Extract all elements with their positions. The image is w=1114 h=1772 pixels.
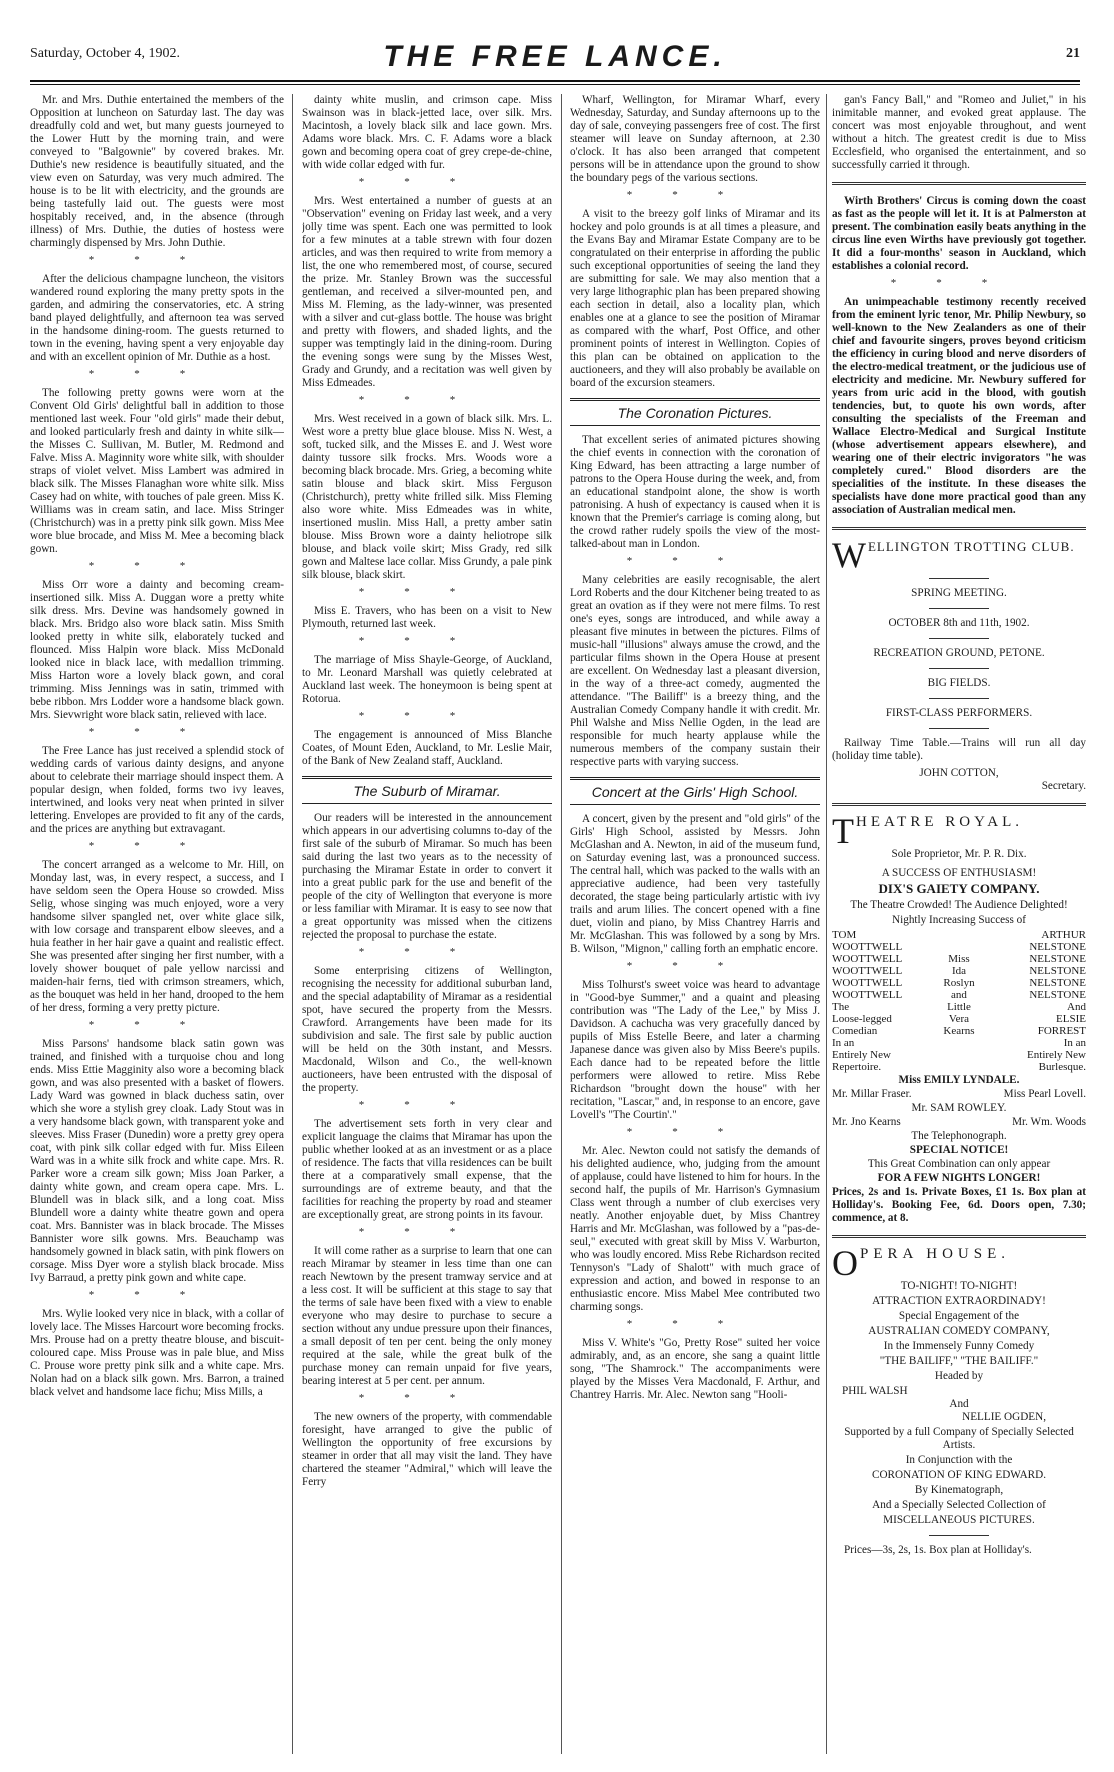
paragraph: Mrs. West entertained a number of guests at an "Observation" evening on Friday last week, and a very jolly time was spent. Each one was permitted to look for a few minutes at a table strewn with four dozen articles, and was then required to write from memory a list, the one who remembered most, of course, secured the prize. Mr. Stanley Brown was the successful gentleman, and received a silver-mounted pen, and Miss M. Fleming, as the lady-winner, was presented with a silver and cut-glass bottle. The house was bright and pretty with flowers, and shaded lights, and the supper was temptingly laid in the dining-room. During the evening songs were sung by the Misses West, Grady and Grundy, and a recitation was well given by Miss Edmeades. [302, 195, 552, 389]
page-header [30, 40, 1080, 76]
paragraph: The Free Lance has just received a splendid stock of wedding cards of various dainty designs, and anyone about to celebrate their marriage should inspect them. A popular design, when folded, forms two ivy leaves, intertwined, and looks very neat when printed in silver lettering. Envelopes are provided to fit any of the cards, and the prices are anything but extravagant. [30, 745, 284, 835]
theatre-lyndale: Miss EMILY LYNDALE. [898, 1074, 1020, 1086]
cast-table [832, 929, 1086, 1073]
column-rule-2 [561, 94, 562, 1754]
section-stars: *** [88, 368, 226, 380]
cast-cell: FORREST [1037, 1025, 1086, 1037]
section-stars: *** [358, 635, 496, 647]
cast-cell: WOOTTWELL [832, 965, 903, 977]
divider [929, 728, 989, 729]
section-stars: *** [88, 254, 226, 266]
theatre-name: HEATRE ROYAL. [856, 816, 1023, 830]
opera-attraction: ATTRACTION EXTRAORDINADY! [872, 1295, 1046, 1307]
section-stars: *** [358, 710, 496, 722]
drop-cap: O [832, 1248, 858, 1278]
opera-conjunction: In Conjunction with the [905, 1454, 1013, 1466]
cast-cell: NELSTONE [1029, 989, 1086, 1001]
theatre-royal-ad [832, 816, 1086, 1225]
opera-and: And [949, 1398, 969, 1410]
paragraph: It will come rather as a surprise to learn that one can reach Miramar by steamer in less time than one can reach Newtown by the present tramway service and at a less cost. It will be sufficient at this stage to say that the terms of sale have been fixed with a view to enable everyone who may desire to purchase to secure a section without any undue pressure upon their finances, a small deposit of ten per cent. being the only money required at the sale, while the great bulk of the purchase money can remain unpaid for five years, bearing interest at 5 per cent. per annum. [302, 1245, 552, 1387]
section-stars: *** [88, 840, 226, 852]
cast-row [832, 1037, 1086, 1049]
paragraph: An unimpeachable testimony recently received from the eminent lyric tenor, Mr. Philip Newbury, so well-known to the New Zealanders as one of their chief and favourite singers, proves beyond criticism the efficiency in curing blood and nerve disorders of the electro-medical treatment, or the judicious use of electricity and medicine. Mr. Newbury suffered for years from uric acid in the blood, with goutish tendencies, but, to quote his own words, after consulting the specialists of the Freeman and Wallace Electro-Medical and Surgical Institute (whose advertisement appears elsewhere), and wearing one of their electric invigorators "he was completely cured." Blood disorders are the specialities of the institute. In these diseases the specialists have done more practical good than any association of Australian medical men. [832, 296, 1086, 516]
opera-misc: MISCELLANEOUS PICTURES. [883, 1514, 1035, 1526]
section-stars: *** [358, 1392, 496, 1404]
theatre-proprietor: Sole Proprietor, Mr. P. R. Dix. [891, 848, 1027, 860]
section-stars: *** [358, 1226, 496, 1238]
theatre-crowded: The Theatre Crowded! The Audience Delighted! [850, 899, 1068, 911]
opera-tonight: TO-NIGHT! TO-NIGHT! [900, 1280, 1018, 1292]
opera-name: PERA HOUSE. [860, 1248, 1011, 1262]
paragraph: Miss E. Travers, who has been on a visit to New Plymouth, returned last week. [302, 605, 552, 630]
column-rule-1 [292, 94, 293, 1754]
opera-prices: Prices—3s, 2s, 1s. Box plan at Holliday's. [844, 1544, 1032, 1556]
masthead-title: THE FREE LANCE. [383, 40, 727, 73]
cast-cell: TOM [832, 929, 857, 941]
cast-cell: ARTHUR [1041, 929, 1086, 941]
club-performers: FIRST-CLASS PERFORMERS. [885, 707, 1033, 719]
theatre-company: DIX'S GAIETY COMPANY. [878, 881, 1040, 896]
section-stars: *** [88, 726, 226, 738]
opera-collection: And a Specially Selected Collection of [872, 1499, 1046, 1511]
paragraph: Wharf, Wellington, for Miramar Wharf, every Wednesday, Saturday, and Sunday afternoons up to the day of sale, conveying passengers free of cost. The first steamer will leave on Sunday afternoon, at 2.30 o'clock. It has also been arranged that competent persons will be in attendance upon the ground to show the boundary pegs of the various sections. [570, 94, 820, 184]
article-heading-miramar: The Suburb of Miramar. [302, 776, 552, 804]
page-number: 21 [1066, 46, 1080, 61]
club-meeting: SPRING MEETING. [911, 587, 1007, 599]
paragraph: Mr. and Mrs. Duthie entertained the members of the Opposition at luncheon on Saturday last. The day was dreadfully cold and wet, but many guests journeyed to the Lower Hutt by the morning train, and were conveyed to "Balgownie" by covered brakes. Mr. Duthie's new residence is beautifully situated, and the view even on Saturday, was very much admired. The house is to be lit with electricity, and the grounds are being tastefully laid out. The guests were most hospitably received, and, in the absence (through illness) of Mrs. Duthie, the duties of hostess were charmingly dispensed by Mrs. John Duthie. [30, 94, 284, 249]
cast-cell: Vera [948, 1013, 970, 1025]
paragraph: Miss Tolhurst's sweet voice was heard to advantage in "Good-bye Summer," and a quaint and pleasing contribution was "The Lady of the Lee," by Miss J. Davidson. A cachucha was very gracefully danced by pupils of Miss Estelle Beere, and later a charming Japanese dance was given also by Miss Beere's pupils. Each dance had to be repeated before the little performers were allowed to retire. Miss Rebe Richardson "brought down the house" with her recitation, "Lascar," and, in response to an encore, gave Lovell's "The Courtin'." [570, 979, 820, 1121]
cast-cell: Repertoire. [832, 1061, 882, 1073]
paragraph: The marriage of Miss Shayle-George, of Auckland, to Mr. Leonard Marshall was quietly celebrated at Auckland last week. The honeymoon is being spent at Rotorua. [302, 654, 552, 705]
paragraph: Some enterprising citizens of Wellington, recognising the necessity for additional suburban land, and the special adaptability of Miramar as a residential spot, have secured the property from the Messrs. Crawford. Arrangements have been made for its subdivision and sale. The first sale by public auction will be held on the 30th instant, and Messrs. Macdonald, Wilson and Co., the well-known auctioneers, have been entrusted with the disposal of the property. [302, 965, 552, 1094]
cast-pair [832, 1116, 1086, 1129]
paragraph: The new owners of the property, with commendable foresight, have arranged to give the public of Wellington the opportunity of free excursions by steamer in order that all may visit the land. They have chartered the steamer "Admiral," which will leave the Ferry [302, 1411, 552, 1488]
cast-row [832, 1061, 1086, 1073]
cast-cell: WOOTTWELL [832, 953, 903, 965]
opera-supported: Supported by a full Company of Specially Selected Artists. [844, 1426, 1074, 1451]
club-name: ELLINGTON TROTTING CLUB. [867, 540, 1075, 554]
divider [929, 1535, 989, 1536]
cast-cell: Loose-legged [832, 1013, 892, 1025]
column-2 [302, 94, 552, 1762]
cast-left: Mr. Jno Kearns [832, 1116, 901, 1128]
divider [929, 608, 989, 609]
cast-cell [926, 929, 992, 941]
cast-row [832, 953, 1086, 965]
cast-cell [926, 941, 992, 953]
cast-cell [926, 1061, 992, 1073]
section-stars: *** [88, 1289, 226, 1301]
opera-company: AUSTRALIAN COMEDY COMPANY, [868, 1325, 1050, 1337]
cast-cell: Comedian [832, 1025, 878, 1037]
cast-cell: and [951, 989, 967, 1001]
club-ground: RECREATION GROUND, PETONE. [873, 647, 1045, 659]
paragraph: A concert, given by the present and "old girls" of the Girls' High School, assisted by Messrs. John McGlashan and A. Newton, in aid of the museum fund, on Saturday evening last, was a pronounced success. The central hall, which was packed to the walls with an appreciative audience, had been very tastefully decorated, the stage being particularly artistic with ivy trails and arum lilies. The concert opened with a fine duet, violin and piano, by Miss Chantrey Harris and Mr. McGlashan. This was followed by a song by Mrs. B. Wilson, "Mignon," calling forth an emphatic encore. [570, 813, 820, 955]
cast-cell: WOOTTWELL [832, 977, 903, 989]
cast-cell: Burlesque. [1038, 1061, 1086, 1073]
section-stars: *** [626, 1126, 764, 1138]
cast-cell: NELSTONE [1029, 965, 1086, 977]
section-stars: *** [626, 555, 764, 567]
section-stars: *** [88, 1019, 226, 1031]
section-rule [832, 527, 1086, 530]
paragraph: The advertisement sets forth in very clear and explicit language the claims that Miramar has upon the public whether looked at as an investment or as a place of residence. The facts that villa residences can be built there at a comparatively small expense, that the surroundings are of extreme beauty, and that the facilities for reaching the property by road and steamer are exceptionally great, are strong points in its favour. [302, 1118, 552, 1221]
drop-cap: W [832, 540, 866, 570]
opera-lead-2: NELLIE OGDEN, [962, 1411, 1046, 1423]
cast-cell: Ida [951, 965, 966, 977]
cast-cell: Roslyn [943, 977, 975, 989]
opera-funny: In the Immensely Funny Comedy [883, 1340, 1035, 1352]
opera-coronation: CORONATION OF KING EDWARD. [871, 1469, 1047, 1481]
theatre-notice: SPECIAL NOTICE! [909, 1144, 1009, 1156]
header-rule [30, 80, 1080, 82]
theatre-prices: Prices, 2s and 1s. Private Boxes, £1 1s. Box plan at Holliday's. Booking Fee, 6d. Doors open, 7.30; commence, at 8. [832, 1186, 1086, 1224]
cast-cell: WOOTTWELL [832, 989, 903, 1001]
article-heading-coronation: The Coronation Pictures. [570, 398, 820, 426]
club-secretary: JOHN COTTON, [919, 767, 999, 779]
section-stars: *** [358, 946, 496, 958]
section-stars: *** [358, 176, 496, 188]
cast-row [832, 1025, 1086, 1037]
club-secretary-title: Secretary. [1041, 780, 1086, 792]
club-fields: BIG FIELDS. [927, 677, 991, 689]
paragraph: gan's Fancy Ball," and "Romeo and Juliet," in his inimitable manner, and evoked great applause. The concert was most enjoyable throughout, and went without a hitch. The greatest credit is due to Miss Ecclesfield, who organised the entertainment, and so successfully carried it through. [832, 94, 1086, 171]
paragraph: A visit to the breezy golf links of Miramar and its hockey and polo grounds is at all times a pleasure, and the Evans Bay and Miramar Estate Company are to be congratulated on their enterprise in affording the public such exceptional opportunities of seeing the land they are submitting for sale. We may also mention that a very large lithographic plan has been prepared showing each section in detail, also a locality plan, which enables one at a glance to see the position of Miramar as compared with the wharf, Post Office, and other prominent points of interest in Wellington. Copies of this plan can be obtained on application to the auctioneers, and they will also probably be available on board of the excursion steamers. [570, 208, 820, 389]
issue-date: Saturday, October 4, 1902. [30, 46, 180, 61]
cast-cell: Kearns [943, 1025, 975, 1037]
cast-cell: Little [947, 1001, 971, 1013]
opera-engagement: Special Engagement of the [898, 1310, 1020, 1322]
column-1 [30, 94, 284, 1762]
section-rule [832, 803, 1086, 806]
cast-cell: WOOTTWELL [832, 941, 903, 953]
trotting-club-ad [832, 540, 1086, 793]
cast-left: Mr. Millar Fraser. [832, 1088, 912, 1100]
cast-cell: Entirely New [832, 1049, 891, 1061]
cast-right: Miss Pearl Lovell. [1003, 1088, 1086, 1100]
divider [929, 638, 989, 639]
cast-row [832, 929, 1086, 941]
paragraph: Many celebrities are easily recognisable, the alert Lord Roberts and the dour Kitchener being treated to as great an ovation as if they were not mere films. To rest one's eyes, songs are introduced, and while away a pleasant five minutes in between the pictures. Films of music-hall "illusions" always amuse the crowd, and the particular films shown in the Opera House at present are excellent. On Wednesday last a pleasant diversion, in the way of a three-act comedy, augmented the attendance. "The Bailiff" is a breezy thing, and the Australian Comedy Company handle it with credit. Mr. Phil Walshe and Miss Nellie Ogden, in the lead are responsible for much hearty applause while the numerous members of the company sustain their respective parts with varying success. [570, 574, 820, 768]
cast-cell: The [832, 1001, 850, 1013]
cast-row [832, 1001, 1086, 1013]
section-stars: *** [88, 560, 226, 572]
theatre-few-nights: FOR A FEW NIGHTS LONGER! [877, 1172, 1041, 1184]
paragraph: Mrs. West received in a gown of black silk. Mrs. L. West wore a pretty blue glace blouse. Miss N. West, a soft, tucked silk, and the Misses E. and J. West wore dainty tussore silk frocks. Mrs. Woods wore a becoming black brocade. Mrs. Grieg, a becoming white satin blouse and black skirt. Miss Ferguson (Christchurch), pretty white frilled silk. Miss Fleming also wore white. Miss Edmeades was in white, insertioned muslin. Miss Hall, a pretty amber satin blouse. Miss Brown wore a dainty heliotrope silk blouse, and black voile skirt; Miss Grady, red silk gown and Maltese lace collar. Miss Grundy, a pale pink silk blouse, black skirt. [302, 413, 552, 581]
paragraph: Miss V. White's "Go, Pretty Rose" suited her voice admirably, and, as an encore, she sang a quaint little song, "The Shamrock." The accompaniments were played by the Misses Vera Macdonald, F. Arthur, and Chantrey Harris. Mr. Alec. Newton sang "Hooli- [570, 1337, 820, 1401]
cast-cell: NELSTONE [1029, 953, 1086, 965]
section-stars: *** [890, 277, 1028, 289]
column-3 [570, 94, 820, 1762]
section-stars: *** [626, 1318, 764, 1330]
paragraph: Miss Parsons' handsome black satin gown was trained, and finished with a turquoise chou and long ends. Miss Ettie Magginity also wore a becoming black gown, and was also presented with a basket of flowers. Lady Ward was gowned in black duchess satin, over which she wore a stylish grey cloak. Lady Stout was in a very handsome black gown, with transparent yoke and sleeves. Miss Fraser (Dunedin) wore a pretty grey opera coat, with pink silk collar edged with fur. Miss Eileen Ward was in a white silk frock and white cape. Mrs. R. Parker wore a cream silk gown; Miss Joan Parker, a dainty white gown, and cream opera cape. Mrs. L. Blundell was in black silk, and a long coat. Miss Blundell wore a dainty white theatre gown and opera coat. Mrs. Bannister was in black brocade. The Misses Bannister wore silk gowns. Mrs. Beauchamp was handsomely gowned in black satin, with pink flowers on corsage. Miss Dyer wore a stylish black brocade. Miss Ivy Barraud, a pretty pink gown and white cape. [30, 1038, 284, 1284]
cast-row [832, 977, 1086, 989]
theatre-telephonograph: The Telephonograph. [911, 1130, 1007, 1142]
cast-right: Mr. Wm. Woods [1012, 1116, 1086, 1128]
cast-row [832, 1049, 1086, 1061]
paragraph: Wirth Brothers' Circus is coming down the coast as fast as the people will let it. It is at Palmerston at present. The combination easily beats anything in the circus line even Wirths have previously got together. It did a four-months' season in Auckland, which establishes a colonial record. [832, 195, 1086, 272]
paragraph: The engagement is announced of Miss Blanche Coates, of Mount Eden, Auckland, to Mr. Leslie Mair, of the Bank of New Zealand staff, Auckland. [302, 729, 552, 767]
cast-row [832, 965, 1086, 977]
cast-cell: NELSTONE [1029, 941, 1086, 953]
cast-cell: In an [1063, 1037, 1086, 1049]
theatre-combination: This Great Combination can only appear [867, 1158, 1051, 1170]
section-stars: *** [358, 586, 496, 598]
paragraph: After the delicious champagne luncheon, the visitors wandered round exploring the many pretty spots in the garden, and admiring the conservatories, etc. A string band played delightfully, and afternoon tea was served in the handsome dining-room. The guests returned to town in the evening, having spent a very enjoyable day and with an excellent opinion of Mr. Duthie as a host. [30, 273, 284, 363]
cast-pair [832, 1088, 1086, 1101]
section-stars: *** [626, 189, 764, 201]
paragraph: The concert arranged as a welcome to Mr. Hill, on Monday last, was, in every respect, a success, and I have seldom seen the Opera House so crowded. Miss Selig, whose singing was much enjoyed, wore a very handsome silver spangled net, over white glace silk, with low corsage and transparent elbow sleeves, and a huia feather in her hair gave a quaint and realistic effect. She was presented after singing her first number, with a lovely shower bouquet of pale yellow narcissi and maiden-hair ferns, tied with crimson streamers, which, as the bouquet was held in her hand, drooped to the hem of her dress, forming a very pretty picture. [30, 859, 284, 1014]
paragraph: That excellent series of animated pictures showing the chief events in connection with the coronation of King Edward, has been attracting a large number of patrons to the Opera House during the week, and, from an educational standpoint alone, the show is worth patronising. A hush of expectancy is caused when it is known that the Premier's carriage is coming along, but the crowd rather rudely spoils the view of the most-talked-about man in London. [570, 434, 820, 550]
cast-row [832, 989, 1086, 1001]
column-4 [832, 94, 1086, 1762]
club-dates: OCTOBER 8th and 11th, 1902. [888, 617, 1030, 629]
cast-cell: Entirely New [1027, 1049, 1086, 1061]
divider [929, 668, 989, 669]
opera-lead-1: PHIL WALSH [842, 1385, 908, 1397]
theatre-rowley: Mr. SAM ROWLEY. [911, 1102, 1007, 1114]
drop-cap: T [832, 816, 854, 846]
header-rule-thin [30, 84, 1080, 85]
section-stars: *** [626, 960, 764, 972]
cast-cell: In an [832, 1037, 855, 1049]
paragraph: Mr. Alec. Newton could not satisfy the demands of his delighted audience, who, judging from the amount of applause, could have listened to him for hours. In the second half, the pupils of Mr. Harrison's Gymnasium Class went through a number of club exercises very neatly. Another enjoyable duet, by Miss Chantrey Harris and Mr. McGlashan, was followed by a "pas-de-seul," executed with great skill by Miss V. Warburton, who was loudly encored. Miss Rebe Richardson recited Tennyson's "Lady of Shalott" with much grace of expression and action, and bowed in response to an enthusiastic encore. Miss Mabel Mee contributed two charming songs. [570, 1145, 820, 1313]
section-stars: *** [358, 1099, 496, 1111]
opera-play: "THE BAILIFF," "THE BAILIFF." [879, 1355, 1039, 1367]
theatre-success: A SUCCESS OF ENTHUSIASM! [881, 867, 1037, 879]
cast-cell [926, 1049, 992, 1061]
opera-headed: Headed by [934, 1370, 984, 1382]
opera-house-ad [832, 1248, 1086, 1557]
section-rule [832, 182, 1086, 185]
paragraph: Mrs. Wylie looked very nice in black, with a collar of lovely lace. The Misses Harcourt wore becoming frocks. Mrs. Prouse had on a pretty theatre blouse, and biscuit-coloured cape. Miss Prouse was in pale blue, and Miss C. Prouse wore pretty pink silk and a white cape. Mrs. Nolan had on a black silk gown. Mrs. Barron, a trained black velvet and handsome lace fichu; Miss Mills, a [30, 1308, 284, 1398]
section-rule [832, 1235, 1086, 1238]
paragraph: Miss Orr wore a dainty and becoming cream-insertioned silk. Miss A. Duggan wore a pretty white silk dress. Mrs. Devine was handsomely gowned in black. Mrs. Bridgo also wore black satin. Miss Smith looked pretty in white silk, elaborately tucked and flounced. Miss Halpin wore black. Miss McDonald looked nice in black lace, with medallion trimming. Miss Harton wore a lovely black gown, and coral trimming. Miss Jennings was in satin, trimmed with bebe ribbon. Mrs Lodder wore a handsome black gown. Mrs. Sievwright wore black satin, relieved with lace. [30, 579, 284, 721]
section-stars: *** [358, 394, 496, 406]
theatre-nightly: Nightly Increasing Success of [892, 914, 1026, 926]
cast-row [832, 1013, 1086, 1025]
divider [929, 578, 989, 579]
cast-cell: NELSTONE [1029, 977, 1086, 989]
cast-cell: Miss [948, 953, 970, 965]
cast-cell: ELSIE [1056, 1013, 1086, 1025]
paragraph: The following pretty gowns were worn at the Convent Old Girls' delightful ball in addition to those mentioned last week. Four "old girls" made their debut, and looked particularly fresh and dainty in white silk—the Misses C. Sullivan, M. Butler, M. Redmond and Falve. Miss A. Maginnity wore white silk, with shoulder straps of violet velvet. Miss Lambert was admired in black silk. The Misses Flanaghan wore white silk. Miss Casey had on white, with touches of pale green. Miss K. Williams was in cream satin, and lace. Miss Stringer (Christchurch) was in a pretty pink silk gown. Miss Mee wore blue brocade, and Miss M. Mee a becoming black gown. [30, 387, 284, 555]
divider [929, 698, 989, 699]
paragraph: Our readers will be interested in the announcement which appears in our advertising columns to-day of the first sale of the suburb of Miramar. So much has been said during the last two years as to the necessity of purchasing the Miramar Estate in order to convert it into a great public park for the use and benefit of the people of the city of Wellington that everyone is more or less familiar with Miramar. It is easy to see now that a great opportunity was missed when the citizens rejected the proposal to purchase the estate. [302, 812, 552, 941]
paragraph: dainty white muslin, and crimson cape. Miss Swainson was in black-jetted lace, over silk. Mrs. Macintosh, a lovely black silk and lace gown. Mrs. Adams wore black. Mrs. C. F. Adams wore a black gown and becoming opera coat of grey crepe-de-chine, with wide collar edged with fur. [302, 94, 552, 171]
column-rule-3 [826, 94, 827, 1754]
club-railway: Railway Time Table.—Trains will run all day (holiday time table). [832, 737, 1086, 762]
article-heading-concert: Concert at the Girls' High School. [570, 777, 820, 805]
opera-kinematograph: By Kinematograph, [914, 1484, 1004, 1496]
cast-cell: And [1067, 1001, 1086, 1013]
cast-row [832, 941, 1086, 953]
cast-cell [926, 1037, 992, 1049]
